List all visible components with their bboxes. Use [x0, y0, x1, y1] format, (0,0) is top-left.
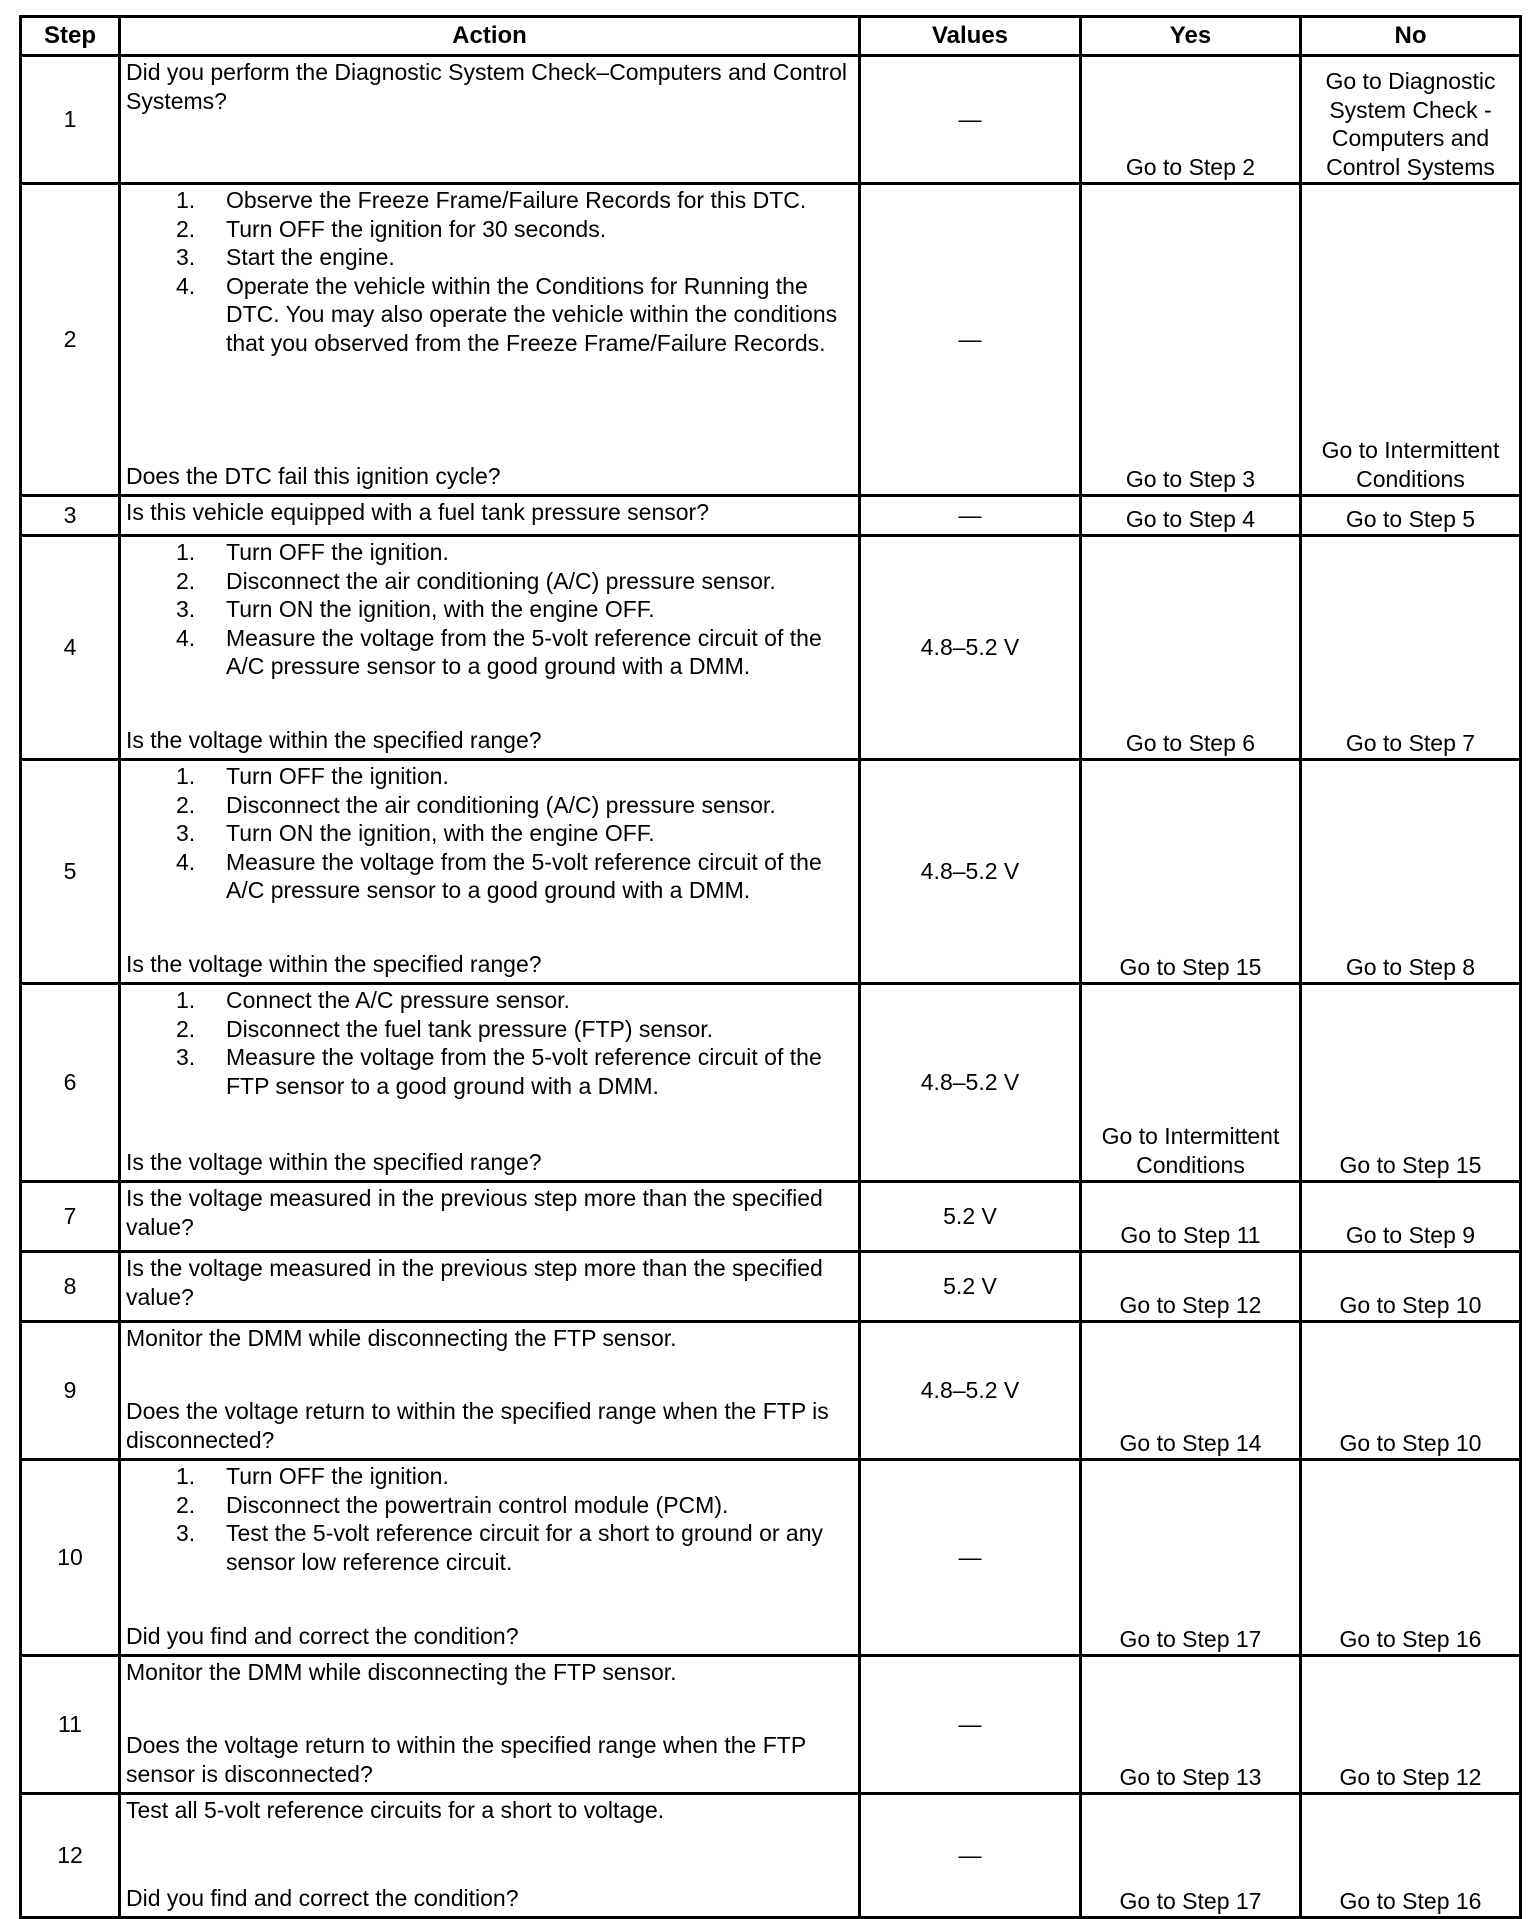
value-cell: — [860, 56, 1081, 184]
substep-text: Disconnect the air conditioning (A/C) pressure sensor. [226, 791, 776, 818]
substep-number: 3. [176, 1520, 196, 1546]
header-action: Action [120, 17, 860, 56]
header-step: Step [21, 17, 120, 56]
value-cell: 4.8–5.2 V [860, 536, 1081, 760]
table-row [21, 1252, 1521, 1322]
action-question: Did you find and correct the condition? [126, 1884, 519, 1911]
table-row [21, 760, 1521, 984]
substep-item [126, 1015, 853, 1044]
no-cell: Go to Step 16 [1301, 1460, 1521, 1656]
substep-text: Operate the vehicle within the Conditions for Running the DTC. You may also operate the vehicle within the conditions that you observed from the Freeze Frame/Failure Records. [226, 272, 838, 356]
substep-list [126, 986, 853, 1100]
step-number: 8 [21, 1252, 120, 1322]
header-values: Values [860, 17, 1081, 56]
substep-item [126, 567, 853, 596]
action-cell [120, 1794, 860, 1918]
diagnostic-table [19, 15, 1522, 1919]
substep-number: 3. [176, 1044, 196, 1070]
action-cell [120, 1460, 860, 1656]
substep-number: 3. [176, 820, 196, 846]
substep-list [126, 1462, 853, 1576]
yes-cell: Go to Step 4 [1081, 496, 1301, 536]
yes-cell: Go to Intermittent Conditions [1081, 984, 1301, 1182]
step-number: 4 [21, 536, 120, 760]
substep-text: Measure the voltage from the 5-volt reference circuit of the FTP sensor to a good ground with a DMM. [226, 1044, 822, 1099]
action-cell [120, 56, 860, 184]
step-number: 3 [21, 496, 120, 536]
substep-text: Start the engine. [226, 244, 395, 270]
value-cell: — [860, 1794, 1081, 1918]
yes-cell: Go to Step 17 [1081, 1460, 1301, 1656]
action-cell [120, 1656, 860, 1794]
substep-item [126, 595, 853, 624]
table-row [21, 1656, 1521, 1794]
table-row [21, 1794, 1521, 1918]
substep-number: 2. [176, 791, 196, 818]
substep-text: Measure the voltage from the 5-volt reference circuit of the A/C pressure sensor to a good ground with a DMM. [226, 848, 822, 903]
substep-number: 2. [176, 1015, 196, 1042]
value-cell: 4.8–5.2 V [860, 760, 1081, 984]
yes-cell: Go to Step 2 [1081, 56, 1301, 184]
table-row [21, 1322, 1521, 1460]
yes-cell: Go to Step 13 [1081, 1656, 1301, 1794]
action-intro: Monitor the DMM while disconnecting the FTP sensor. [126, 1325, 677, 1351]
substep-number: 1. [176, 763, 196, 789]
yes-cell: Go to Step 6 [1081, 536, 1301, 760]
substep-text: Turn OFF the ignition. [226, 763, 449, 789]
no-cell: Go to Step 10 [1301, 1252, 1521, 1322]
table-row [21, 536, 1521, 760]
table-row [21, 984, 1521, 1182]
value-cell: — [860, 184, 1081, 496]
action-cell [120, 760, 860, 984]
substep-item [126, 624, 853, 681]
substep-item [126, 848, 853, 905]
action-cell [120, 1322, 860, 1460]
substep-item [126, 986, 853, 1015]
no-cell: Go to Step 15 [1301, 984, 1521, 1182]
substep-list [126, 186, 853, 357]
yes-cell: Go to Step 11 [1081, 1182, 1301, 1252]
step-number: 7 [21, 1182, 120, 1252]
substep-text: Turn OFF the ignition. [226, 1463, 449, 1489]
substep-text: Turn OFF the ignition for 30 seconds. [226, 215, 607, 242]
substep-number: 4. [176, 848, 196, 875]
action-cell [120, 1252, 860, 1322]
header-row [21, 17, 1521, 56]
table-row [21, 496, 1521, 536]
action-question: Did you find and correct the condition? [126, 1622, 519, 1649]
yes-cell: Go to Step 3 [1081, 184, 1301, 496]
step-number: 1 [21, 56, 120, 184]
no-cell: Go to Step 8 [1301, 760, 1521, 984]
substep-number: 1. [176, 987, 196, 1013]
value-cell: 4.8–5.2 V [860, 984, 1081, 1182]
no-cell: Go to Step 5 [1301, 496, 1521, 536]
substep-number: 2. [176, 567, 196, 594]
action-intro: Is this vehicle equipped with a fuel tank pressure sensor? [126, 499, 709, 525]
value-cell: 5.2 V [860, 1252, 1081, 1322]
action-intro: Test all 5-volt reference circuits for a short to voltage. [126, 1797, 665, 1823]
header-no: No [1301, 17, 1521, 56]
table-row [21, 184, 1521, 496]
value-cell: 5.2 V [860, 1182, 1081, 1252]
action-question: Is the voltage within the specified range? [126, 1148, 542, 1175]
yes-cell: Go to Step 17 [1081, 1794, 1301, 1918]
substep-item [126, 272, 853, 358]
action-question: Does the DTC fail this ignition cycle? [126, 462, 501, 489]
substep-text: Disconnect the air conditioning (A/C) pressure sensor. [226, 567, 776, 594]
value-cell: 4.8–5.2 V [860, 1322, 1081, 1460]
action-intro: Did you perform the Diagnostic System Check–Computers and Control Systems? [126, 59, 847, 114]
substep-item [126, 1491, 853, 1520]
substep-text: Disconnect the fuel tank pressure (FTP) sensor. [226, 1015, 714, 1042]
step-number: 11 [21, 1656, 120, 1794]
substep-text: Measure the voltage from the 5-volt reference circuit of the A/C pressure sensor to a good ground with a DMM. [226, 624, 822, 679]
yes-cell: Go to Step 14 [1081, 1322, 1301, 1460]
no-cell: Go to Step 10 [1301, 1322, 1521, 1460]
table-body [21, 56, 1521, 1918]
substep-list [126, 762, 853, 905]
substep-item [126, 1519, 853, 1576]
action-cell [120, 1182, 860, 1252]
action-question: Does the voltage return to within the specified range when the FTP is disconnected? [126, 1398, 829, 1453]
substep-number: 4. [176, 272, 196, 299]
value-cell: — [860, 496, 1081, 536]
value-cell: — [860, 1656, 1081, 1794]
value-cell: — [860, 1460, 1081, 1656]
step-number: 2 [21, 184, 120, 496]
step-number: 6 [21, 984, 120, 1182]
step-number: 10 [21, 1460, 120, 1656]
yes-cell: Go to Step 15 [1081, 760, 1301, 984]
substep-text: Disconnect the powertrain control module (PCM). [226, 1491, 729, 1518]
no-cell: Go to Step 7 [1301, 536, 1521, 760]
action-question: Is the voltage within the specified range? [126, 726, 542, 753]
table-row [21, 1460, 1521, 1656]
no-cell: Go to Step 9 [1301, 1182, 1521, 1252]
substep-text: Turn ON the ignition, with the engine OFF. [226, 820, 655, 846]
action-cell [120, 536, 860, 760]
yes-cell: Go to Step 12 [1081, 1252, 1301, 1322]
substep-item [126, 762, 853, 791]
table-row [21, 56, 1521, 184]
no-cell: Go to Step 12 [1301, 1656, 1521, 1794]
action-cell [120, 984, 860, 1182]
no-cell: Go to Step 16 [1301, 1794, 1521, 1918]
substep-item [126, 243, 853, 272]
substep-number: 2. [176, 1491, 196, 1518]
action-cell [120, 184, 860, 496]
substep-item [126, 1462, 853, 1491]
substep-item [126, 186, 853, 215]
substep-text: Connect the A/C pressure sensor. [226, 987, 570, 1013]
step-number: 5 [21, 760, 120, 984]
substep-item [126, 538, 853, 567]
no-cell: Go to Intermittent Conditions [1301, 184, 1521, 496]
substep-text: Test the 5-volt reference circuit for a short to ground or any sensor low reference circuit. [226, 1520, 824, 1575]
substep-number: 1. [176, 1463, 196, 1489]
substep-text: Turn ON the ignition, with the engine OFF. [226, 596, 655, 622]
substep-number: 4. [176, 624, 196, 651]
substep-number: 2. [176, 215, 196, 242]
action-question: Does the voltage return to within the specified range when the FTP sensor is disconnected? [126, 1732, 806, 1787]
substep-number: 1. [176, 187, 196, 213]
substep-number: 1. [176, 539, 196, 565]
substep-text: Turn OFF the ignition. [226, 539, 449, 565]
substep-item [126, 215, 853, 244]
action-intro: Is the voltage measured in the previous step more than the specified value? [126, 1185, 823, 1240]
substep-number: 3. [176, 596, 196, 622]
step-number: 9 [21, 1322, 120, 1460]
table-row [21, 1182, 1521, 1252]
substep-item [126, 819, 853, 848]
step-number: 12 [21, 1794, 120, 1918]
substep-item [126, 791, 853, 820]
substep-list [126, 538, 853, 681]
action-intro: Is the voltage measured in the previous step more than the specified value? [126, 1255, 823, 1310]
no-cell: Go to Diagnostic System Check - Computers and Control Systems [1301, 56, 1521, 184]
action-cell [120, 496, 860, 536]
substep-item [126, 1043, 853, 1100]
substep-number: 3. [176, 244, 196, 270]
action-intro: Monitor the DMM while disconnecting the FTP sensor. [126, 1659, 677, 1685]
header-yes: Yes [1081, 17, 1301, 56]
action-question: Is the voltage within the specified range? [126, 950, 542, 977]
substep-text: Observe the Freeze Frame/Failure Records for this DTC. [226, 187, 807, 213]
